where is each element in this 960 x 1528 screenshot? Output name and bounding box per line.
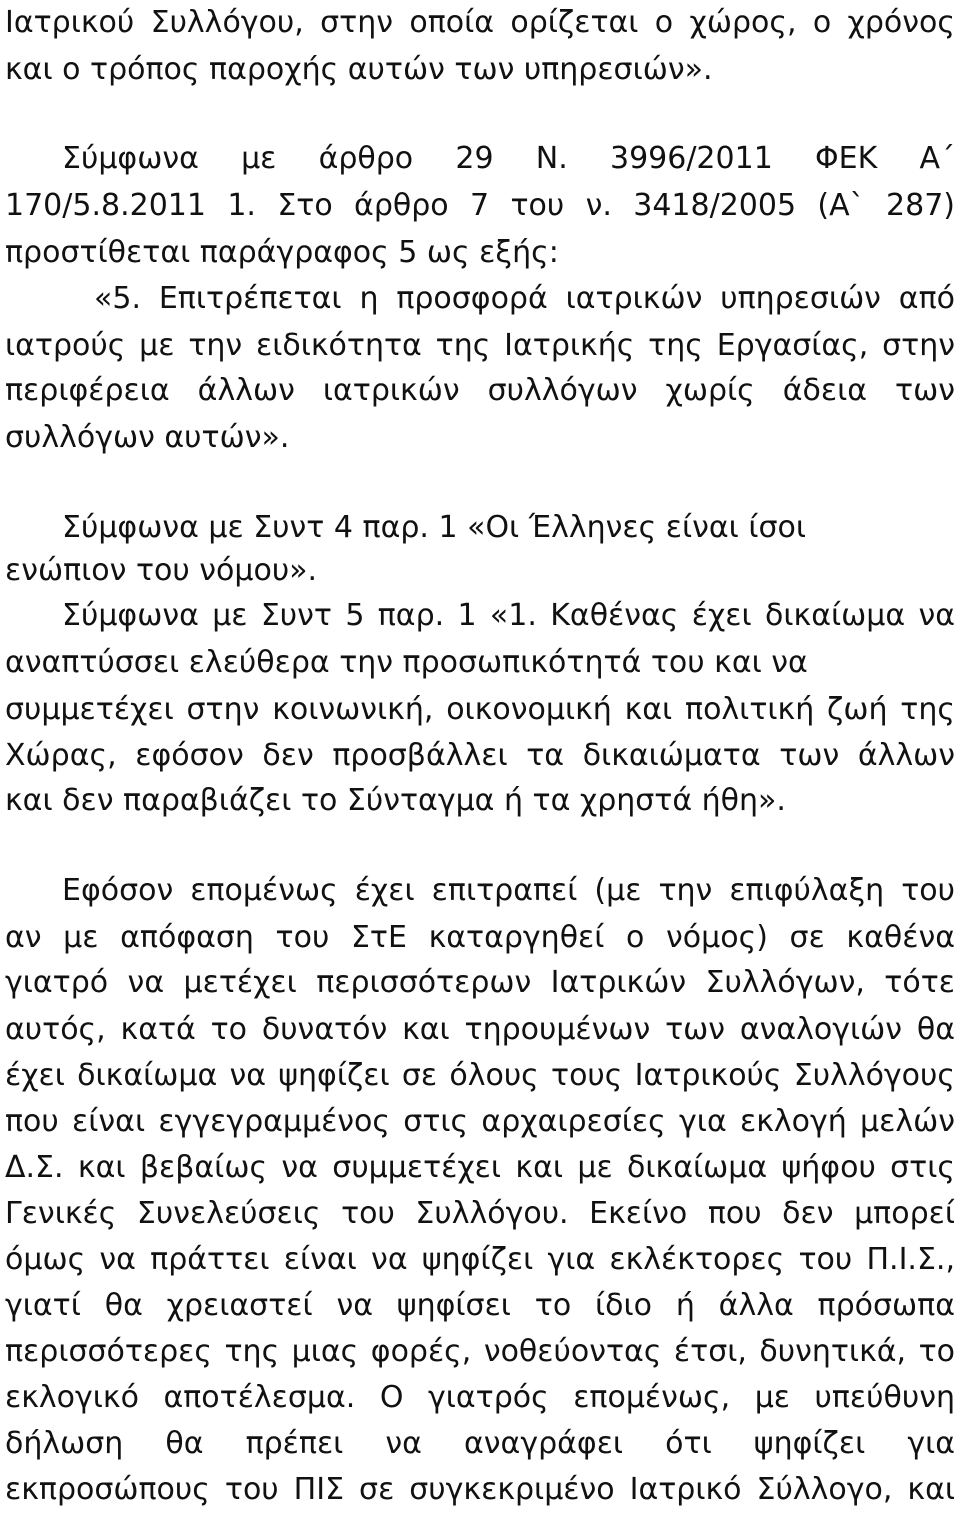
text-line: αν με απόφαση του ΣτΕ καταργηθεί ο νόμος) σε καθένα <box>5 920 955 955</box>
text-line: εκλογικό αποτέλεσμα. Ο γιατρός επομένως, με υπεύθυνη <box>5 1380 955 1415</box>
text-line: 170/5.8.2011 1. Στο άρθρο 7 του ν. 3418/2005 (Α` 287) <box>5 188 955 223</box>
text-line: όμως να πράττει είναι να ψηφίζει για εκλέκτορες του Π.Ι.Σ., <box>5 1242 955 1277</box>
text-line: και δεν παραβιάζει το Σύνταγμα ή τα χρηστά ήθη». <box>5 783 786 818</box>
text-line: και ο τρόπος παροχής αυτών των υπηρεσιών». <box>5 52 713 87</box>
text-line: που είναι εγγεγραμμένος στις αρχαιρεσίες για εκλογή μελών <box>5 1104 955 1139</box>
text-line: γιατί θα χρειαστεί να ψηφίσει το ίδιο ή άλλα πρόσωπα <box>5 1288 955 1323</box>
text-line: Δ.Σ. και βεβαίως να συμμετέχει και με δικαίωμα ψήφου στις <box>5 1150 955 1185</box>
text-line: συλλόγων αυτών». <box>5 420 290 455</box>
text-line: προστίθεται παράγραφος 5 ως εξής: <box>5 235 559 270</box>
text-line: Εφόσον επομένως έχει επιτραπεί (με την επιφύλαξη του <box>62 873 955 908</box>
text-line: συμμετέχει στην κοινωνική, οικονομική και πολιτική ζωή της <box>5 692 955 727</box>
text-line: Σύμφωνα με Συντ 5 παρ. 1 «1. Καθένας έχει δικαίωμα να <box>62 598 955 633</box>
text-line: Ιατρικού Συλλόγου, στην οποία ορίζεται ο χώρος, ο χρόνος <box>5 5 955 40</box>
text-line: περιφέρεια άλλων ιατρικών συλλόγων χωρίς άδεια των <box>5 373 955 408</box>
text-line: ενώπιον του νόμου». <box>5 553 318 588</box>
text-line: γιατρό να μετέχει περισσότερων Ιατρικών Συλλόγων, τότε <box>5 965 955 1000</box>
text-line: δήλωση θα πρέπει να αναγράφει ότι ψηφίζει για <box>5 1426 955 1461</box>
text-line: «5. Επιτρέπεται η προσφορά ιατρικών υπηρεσιών από <box>94 281 955 316</box>
text-line: Σύμφωνα με άρθρο 29 Ν. 3996/2011 ΦΕΚ Α΄ <box>62 141 955 176</box>
text-line: Χώρας, εφόσον δεν προσβάλλει τα δικαιώματα των άλλων <box>5 738 955 773</box>
text-line: αυτός, κατά το δυνατόν και τηρουμένων των αναλογιών θα <box>5 1012 955 1047</box>
text-line: Σύμφωνα με Συντ 4 παρ. 1 «Οι Έλληνες είναι ίσοι <box>62 510 807 545</box>
text-line: περισσότερες της μιας φορές, νοθεύοντας έτσι, δυνητικά, το <box>5 1334 955 1369</box>
text-line: εκπροσώπους του ΠΙΣ σε συγκεκριμένο Ιατρικό Σύλλογο, και <box>5 1472 955 1507</box>
text-line: ιατρούς με την ειδικότητα της Ιατρικής της Εργασίας, στην <box>5 328 955 363</box>
text-line: Γενικές Συνελεύσεις του Συλλόγου. Εκείνο που δεν μπορεί <box>5 1196 955 1231</box>
text-line: αναπτύσσει ελεύθερα την προσωπικότητά του και να <box>5 645 808 680</box>
text-line: έχει δικαίωμα να ψηφίζει σε όλους τους Ιατρικούς Συλλόγους <box>5 1058 955 1093</box>
